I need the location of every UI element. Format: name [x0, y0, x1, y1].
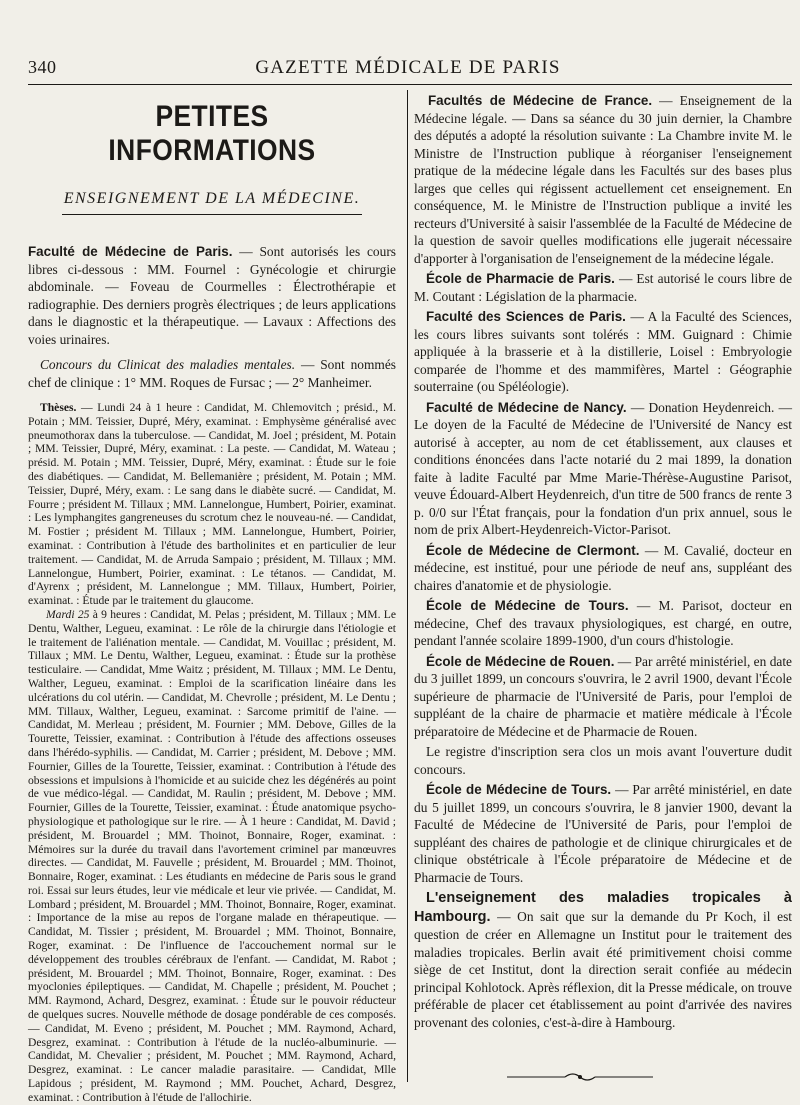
news-heading: École de Médecine de Rouen. [426, 653, 615, 669]
news-item [414, 653, 792, 741]
theses-text: — Lundi 24 à 1 heure : Candidat, M. Chlemovitch ; présid., M. Potain ; MM. Teissier, Dupré, Méry, examinat. : Emphysème généralisé avec pneumothorax dans la tuberculose. — Candidat, M. Joel ; président, M. Potain ; MM. Teissier, Dupré, Méry, examinat. : La peste. — Candidat, M. Wateau ; présid. M. Potain ; MM. Teissier, Dupré, Méry, examinat. : Étude sur le foie des diabétiques. — Candidat, M. Bellemanière ; président, M. Potain ; MM. Teissier, Dupré, Méry, exam. : Le sang dans le diabète sucré. — Candidat, M. Fourre ; président M. Tillaux ; MM. Lannelongue, Humbert, Poirier, examinat. : Les lymphangites gangreneuses du scrotum chez le nouveau-né. — Candidat, M. Fostier ; président M. Tillaux ; MM. Lannelongue, Humbert, Poirier, examinat. : Contribution à l'étude des bartholinites et en particulier de leur traitement. — Candidat, M. de Arruda Sampaio ; président, M. Tillaux ; MM. Lannelongue, Humbert, Poirier, examinat. : Le tétanos. — Candidat, M. d'Ayrenx ; président, M. Lannelongue ; MM. Tillaux, Humbert, Poirier, examinat. : Étude par le traitement du glaucome. [28, 401, 396, 608]
theses-lead: Thèses. [40, 401, 77, 414]
news-text: — M. Parisot, docteur en médecine, Chef des travaux physiologiques, est chargé, en outre, pendant l'année scolaire 1899-1900, d'un cours d'histologie. [414, 598, 793, 648]
concours-paragraph [28, 356, 396, 391]
faculte-paris-paragraph [28, 243, 396, 348]
journal-title: GAZETTE MÉDICALE DE PARIS [255, 57, 561, 78]
concours-body: — Sont nommés chef de clinique : 1° MM. Roques de Fursac ; — 2° Manheimer. [28, 357, 396, 390]
news-heading: École de Médecine de Tours. [426, 782, 612, 797]
news-text: Le registre d'inscription sera clos un mois avant l'ouverture dudit concours. [414, 744, 792, 777]
column-divider [407, 90, 408, 1082]
news-heading: École de Pharmacie de Paris. [426, 271, 615, 286]
theses-text: à 9 heures : Candidat, M. Pelas ; président, M. Tillaux ; MM. Le Dentu, Walther, Legueu, examinat. : Le rôle de la chirurgie dans l'étiologie et le traitement de l'aliénation mentale. — Candidat, M. Vouillac ; président, M. Tillaux ; MM. Le Dentu, Walther, Legueu, examinat. : Étude sur la prothèse testiculaire. — Candidat, Mme Waitz ; président, M. Tillaux ; MM. Le Dentu, Walther, Legueu, examinat. : Emploi de la scarification linéaire dans les ulcérations du col utérin. — Candidat, M. Chevrolle ; président, M. Le Dentu ; MM. Tillaux, Walther, Legueu, examinat. : Sarcome primitif de l'aine. — Candidat, M. Merleau ; président, M. Fournier ; MM. Debove, Gilles de la Tourette, Teissier, examinat. : Contribution à l'étude des affections osseuses dans l'hérédo-syphilis. — Candidat, M. Carrier ; président, M. Debove ; MM. Fournier, Gilles de la Tourette, Teissier, examinat. : Contribution à l'étude des obsessions et impulsions à l'homicide et au suicide chez les dégénérés au point de vue médico-légal. — Candidat, M. Raulin ; président, M. Debove ; MM. Fournier, Gilles de la Tourette, Teissier, examinat. : Étude anatomique psycho-physiologique et pathologique sur le rire. — À 1 heure : Candidat, M. David ; président, M. Brouardel ; MM. Thoinot, Bonnaire, Roger, examinat. : Mémoires sur la durée du travail dans l'avortement criminel par manœuvres directes. — Candidat, M. Fauvelle ; président, M. Brouardel ; MM. Thoinot, Bonnaire, Roger, examinat. : Les étudiants en médecine de Paris sous le grand roi. Essai sur leurs études, leur vie médicale et leur vie privée. — Candidat, M. Lombard ; président, M. Brouardel ; MM. Thoinot, Bonnaire, Roger, examinat. : Importance de la mise au repos de l'organe malade en thérapeutique. — Candidat, M. Tissier ; président, M. Brouardel ; MM. Thoinot, Bonnaire, Roger, examinat. : De l'influence de l'accouchement normal sur le développement des troubles cérébraux de l'enfant. — Candidat, M. Rabot ; président, M. Brouardel ; MM. Thoinot, Bonnaire, Roger, examinat. : Des myoclonies épileptiques. — Candidat, M. Chapelle ; président, M. Pouchet ; MM. Raymond, Achard, Desgrez, examinat. : Étude sur le pouvoir réducteur de quelques sucres. Nouvelle méthode de dosage pondérable de ces composés. — Candidat, M. Eveno ; président, M. Pouchet ; MM. Raymond, Achard, Desgrez, examinat. : Contribution à l'étude de la nucléo-albuminurie. — Candidat, M. Chevalier ; président, M. Pouchet ; MM. Raymond, Achard, Desgrez, examinat. : Le cancer maladie parasitaire. — Candidat, Mlle Lapidous ; président, M. Raymond ; MM. Pouchet, Achard, Desgrez, examinat. : Contribution à l'étude de l'allochirie. [28, 607, 396, 1104]
subtitle-rule [62, 214, 362, 215]
right-column [414, 92, 792, 1034]
news-item [414, 781, 792, 886]
section-title: PETITES INFORMATIONS [108, 100, 316, 167]
news-text: — On sait que sur la demande du Pr Koch, il est question de créer en Allemagne un Institut pour le traitement des maladies tropicales. Berlin avait été primitivement choisi comme siège de cet Institut, dont la direction serait confiée au médecin principal Kohlotock. Après réflexion, dit la Presse médicale, on trouve préférable de placer cet établissement au point d'arrivée des navires provenant des colonies, c'est-à-dire à Hambourg. [414, 908, 792, 1030]
faculte-paris-body: — Sont autorisés les cours libres ci-dessous : MM. Fournel : Gynécologie et chirurgie abdominale. — Foveau de Courmelles : Électrothérapie et radiographie. Des derniers progrès électriques ; de leurs applications dans le diagnostic et la thérapeutique. — Lavaux : Affections des voies urinaires. [28, 244, 396, 347]
ornament-icon [505, 1070, 655, 1084]
news-item [414, 92, 792, 267]
news-text: — Par arrêté ministériel, en date du 3 juillet 1899, un concours s'ouvrira, le 2 avril 1900, devant l'École supérieure de pharmacie de l'Université de Paris, pour l'emploi de suppléant de la chaire de pharmacie et matière médicale à l'École préparatoire de Médecine et de Pharmacie de Rouen. [414, 653, 793, 739]
theses-mardi [28, 608, 396, 1105]
left-column [28, 90, 396, 1105]
theses-lead: Mardi 25 [46, 607, 90, 621]
news-text: — Par arrêté ministériel, en date du 5 juillet 1899, un concours s'ouvrira, le 8 janvier 1900, devant la Faculté de Médecine de l'Université de Paris, pour l'emploi de suppléant des chaires de pathologie et de clinique chirurgicales et de clinique obstétricale à l'École préparatoire de Médecine et de Pharmacie de Tours. [414, 782, 792, 885]
running-header [28, 57, 788, 79]
news-item [414, 743, 792, 778]
news-heading: L'enseignement des maladies tropicales à Hambourg. [414, 890, 792, 925]
news-item [414, 399, 792, 539]
news-heading: Faculté des Sciences de Paris. [426, 309, 626, 324]
news-item [414, 889, 792, 1031]
theses-list [28, 401, 396, 1105]
news-item [414, 542, 792, 595]
news-heading: École de Médecine de Tours. [426, 598, 629, 613]
faculte-paris-heading: Faculté de Médecine de Paris. [28, 244, 233, 259]
news-heading: Faculté de Médecine de Nancy. [426, 399, 627, 415]
news-text: — Est autorisé le cours libre de M. Coutant : Législation de la pharmacie. [414, 271, 793, 304]
theses-lundi [28, 401, 396, 608]
header-rule [28, 84, 792, 85]
news-text: — A la Faculté des Sciences, les cours libres suivants sont tolérés : MM. Guignard : Chimie appliquée à la brasserie et à la distillerie, Loisel : Embryologie comparée de l'homme et des mammifères, Martel : Géographie souterraine (ou Spéléologie). [414, 309, 792, 394]
news-item [414, 308, 792, 396]
news-text: — Donation Heydenreich. — Le doyen de la Faculté de Médecine de l'Université de Nancy est autorisé à accepter, au nom de cet établissement, aux clauses et conditions énoncées dans l'acte notarié du 2 mai 1899, la donation faite à ladite Faculté par Mme Marie-Thérèse-Augustine Parisot, veuve Édouard-Albert Heydenreich, d'un titre de 500 francs de rente 3 p. 0/0 sur l'État français, pour la fondation d'un prix annuel, sous le nom de prix Albert-Heydenreich-Victor-Parisot. [414, 399, 792, 537]
news-heading: École de Médecine de Clermont. [426, 542, 640, 558]
section-subtitle: ENSEIGNEMENT DE LA MÉDECINE. [63, 190, 361, 207]
news-item [414, 270, 792, 305]
news-heading: Facultés de Médecine de France. [428, 93, 653, 108]
page-number: 340 [28, 57, 57, 77]
concours-title: Concours du Clinicat des maladies mentales. [40, 357, 296, 372]
news-item [414, 597, 792, 650]
end-ornament [505, 1070, 655, 1084]
news-text: — Enseignement de la Médecine légale. — Dans sa séance du 30 juin dernier, la Chambre des députés a adopté la résolution suivante : La Chambre invite M. le Ministre de l'Instruction publique à réorganiser l'enseignement pratique de la médecine légale dans les Facultés sur des bases plus larges que celles qui régissent actuellement cet enseignement. En conséquence, M. le Ministre de l'Instruction publique a invité les recteurs d'Université à saisir l'assemblée de la Faculté de Médecine de la question de savoir quelles modifications elle jugerait nécessaire d'apporter à l'organisation de l'enseignement de la médecine légale. [414, 93, 792, 266]
news-text: — M. Cavalié, docteur en médecine, est institué, pour une période de neuf ans, suppléant des chaires d'anatomie et de physiologie. [414, 542, 792, 593]
